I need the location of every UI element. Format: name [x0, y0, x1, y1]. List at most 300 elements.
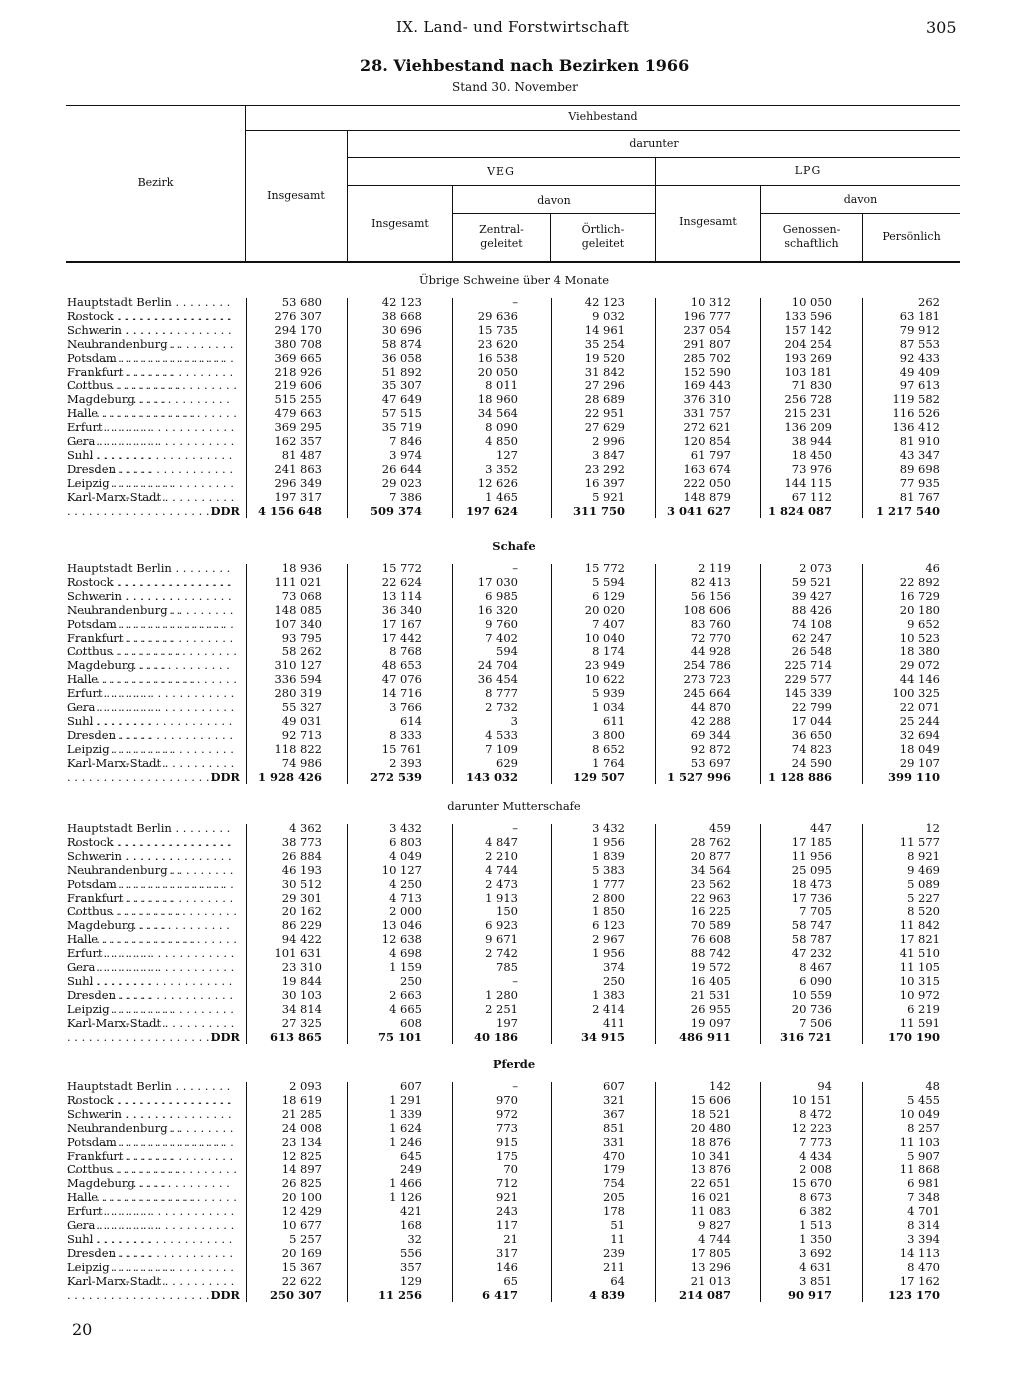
table-cell: 12 626: [477, 475, 518, 490]
table-cell: 1 383: [592, 987, 625, 1002]
table-cell: 18 473: [791, 876, 832, 891]
table-cell: 64: [610, 1273, 625, 1288]
row-label: Neubrandenburg . . .: [67, 1122, 237, 1150]
table-cell: 83 760: [690, 616, 731, 631]
table-cell: 1 850: [592, 904, 625, 919]
table-cell: 22 651: [690, 1176, 731, 1191]
table-cell: 38 668: [381, 308, 422, 323]
table-cell: 243: [496, 1204, 518, 1219]
table-row: [0, 757, 1024, 771]
table-cell: 13 046: [381, 918, 422, 933]
table-cell: 8 652: [592, 741, 625, 756]
table-cell: 459: [709, 821, 731, 835]
table-cell: 67 112: [791, 489, 832, 504]
table-cell: 1 350: [799, 1231, 832, 1246]
table-cell: 17 167: [381, 616, 422, 631]
table-cell: 17 442: [381, 630, 422, 645]
table-cell: 6 923: [485, 918, 518, 933]
table-cell: 1 956: [592, 946, 625, 961]
table-cell: 294 170: [274, 322, 322, 337]
table-cell: 47 649: [381, 392, 422, 407]
total-cell: 143 032: [465, 769, 518, 784]
table-cell: 9 652: [907, 616, 940, 631]
table-cell: 8 777: [485, 686, 518, 701]
table-cell: 237 054: [683, 322, 731, 337]
table-row: [0, 1080, 1024, 1094]
row-label: Leipzig . . .: [67, 1003, 237, 1031]
table-cell: 421: [400, 1204, 422, 1219]
table-cell: 41 510: [899, 946, 940, 961]
table-cell: 11 577: [899, 834, 940, 849]
col-lpg: LPG: [794, 164, 822, 177]
table-row: [0, 687, 1024, 701]
row-label: Neubrandenburg . . .: [67, 604, 237, 632]
table-cell: 23 620: [477, 336, 518, 351]
table-cell: 5 921: [592, 489, 625, 504]
header-rule: [761, 213, 960, 214]
table-cell: 8 467: [799, 960, 832, 974]
table-cell: 70: [503, 1162, 518, 1177]
table-cell: 15 772: [381, 561, 422, 575]
table-cell: 93 795: [281, 630, 322, 645]
table-cell: 20 480: [690, 1120, 731, 1135]
row-label: Neubrandenburg . . .: [67, 864, 237, 892]
col-veg-insgesamt: Insgesamt: [371, 217, 429, 230]
total-cell: 509 374: [369, 503, 422, 518]
table-cell: –: [512, 1079, 518, 1093]
table-row: [0, 604, 1024, 618]
total-cell: 1 128 886: [767, 769, 832, 784]
table-cell: 82 413: [690, 574, 731, 589]
table-cell: 53 697: [690, 755, 731, 770]
table-cell: 9 032: [592, 308, 625, 323]
row-label: Potsdam . . .: [67, 352, 237, 380]
table-cell: 12 223: [791, 1120, 832, 1135]
table-cell: 35 307: [381, 378, 422, 393]
table-cell: 3 766: [389, 700, 422, 714]
table-cell: 11 842: [899, 918, 940, 933]
row-label: Schwerin . . .: [67, 324, 237, 352]
table-cell: 34 564: [690, 862, 731, 877]
table-row: [0, 352, 1024, 366]
row-label: Karl-Marx-Stadt . . .: [67, 1017, 237, 1045]
table-cell: –: [512, 973, 518, 988]
table-row: [0, 1275, 1024, 1289]
table-cell: 10 972: [899, 987, 940, 1002]
total-cell: 4 156 648: [257, 503, 322, 518]
table-cell: 92 872: [690, 741, 731, 756]
table-cell: 21 285: [281, 1106, 322, 1121]
table-cell: 479 663: [274, 406, 322, 421]
table-cell: 19 572: [690, 960, 731, 974]
table-row: [0, 435, 1024, 449]
table-cell: 4 665: [389, 1001, 422, 1016]
table-cell: 10 677: [281, 1218, 322, 1232]
table-cell: 197 317: [274, 489, 322, 504]
table-cell: 92 713: [281, 727, 322, 742]
table-cell: –: [512, 295, 518, 309]
page-marker: 20: [72, 1320, 93, 1339]
table-cell: 10 050: [791, 295, 832, 309]
table-cell: 629: [496, 755, 518, 770]
total-row: [0, 1031, 1024, 1045]
row-label: Magdeburg . . .: [67, 919, 237, 947]
table-cell: 851: [603, 1120, 625, 1135]
table-cell: 34 814: [281, 1001, 322, 1016]
table-cell: 22 071: [899, 700, 940, 714]
table-cell: 43 347: [899, 447, 940, 462]
table-cell: 36 058: [381, 350, 422, 365]
row-label: Leipzig . . .: [67, 1261, 237, 1289]
table-row: [0, 961, 1024, 975]
table-row: [0, 947, 1024, 961]
table-cell: 44 870: [690, 700, 731, 714]
table-cell: 515 255: [274, 392, 322, 407]
table-cell: 62 247: [791, 630, 832, 645]
table-cell: 148 085: [274, 602, 322, 617]
table-cell: 272 621: [683, 420, 731, 435]
table-cell: 51: [610, 1218, 625, 1232]
table-cell: 29 301: [281, 890, 322, 905]
table-cell: 972: [496, 1106, 518, 1121]
table-cell: 4 631: [799, 1259, 832, 1274]
table-row: [0, 310, 1024, 324]
table-row: [0, 1191, 1024, 1205]
table-cell: 317: [496, 1245, 518, 1260]
table-cell: 10 151: [791, 1092, 832, 1107]
table-cell: 470: [603, 1148, 625, 1163]
table-cell: 30 512: [281, 876, 322, 891]
row-label: Karl-Marx-Stadt . . .: [67, 757, 237, 785]
table-cell: 17 030: [477, 574, 518, 589]
table-cell: 1 466: [389, 1176, 422, 1191]
table-cell: 7 386: [389, 489, 422, 504]
table-cell: 250: [400, 973, 422, 988]
table-cell: 92 433: [899, 350, 940, 365]
row-label: Schwerin . . .: [67, 590, 237, 618]
table-cell: 4 744: [698, 1231, 731, 1246]
table-cell: 15 367: [281, 1259, 322, 1274]
table-cell: 56 156: [690, 588, 731, 603]
table-cell: 8 921: [907, 848, 940, 863]
table-cell: 5 227: [907, 890, 940, 905]
table-cell: 15 761: [381, 741, 422, 756]
table-cell: 11: [610, 1231, 625, 1246]
total-cell: 40 186: [473, 1029, 518, 1044]
table-cell: 13 296: [690, 1259, 731, 1274]
table-cell: 4 698: [389, 946, 422, 961]
table-cell: 29 023: [381, 475, 422, 490]
table-cell: 47 076: [381, 672, 422, 687]
row-label: Potsdam . . .: [67, 878, 237, 906]
table-cell: 100 325: [892, 686, 940, 701]
table-cell: 116 526: [892, 406, 940, 421]
table-cell: 6 981: [907, 1176, 940, 1191]
total-row: [0, 771, 1024, 785]
table-cell: 21: [503, 1231, 518, 1246]
total-cell: 250 307: [269, 1287, 322, 1302]
section-title: Pferde: [492, 1057, 536, 1071]
row-label: Erfurt . . .: [67, 421, 237, 449]
row-label: Dresden . . .: [67, 463, 237, 491]
table-cell: 87 553: [899, 336, 940, 351]
table-row: [0, 562, 1024, 576]
row-label: Magdeburg . . .: [67, 1177, 237, 1205]
table-cell: 69 344: [690, 727, 731, 742]
table-cell: 2 473: [485, 876, 518, 891]
table-cell: 18 619: [281, 1092, 322, 1107]
table-cell: 127: [496, 447, 518, 462]
table-cell: 556: [400, 1245, 422, 1260]
total-cell: 170 190: [887, 1029, 940, 1044]
table-cell: 117: [496, 1218, 518, 1232]
table-cell: 6 123: [592, 918, 625, 933]
table-row: [0, 673, 1024, 687]
table-row: [0, 632, 1024, 646]
col-viehbestand: Viehbestand: [568, 110, 638, 123]
table-cell: 357: [400, 1259, 422, 1274]
table-cell: 4 701: [907, 1204, 940, 1219]
table-cell: 2 000: [389, 904, 422, 919]
row-label: Gera . . .: [67, 1219, 237, 1247]
table-row: [0, 850, 1024, 864]
table-cell: 6 382: [799, 1204, 832, 1219]
table-cell: 6 803: [389, 834, 422, 849]
table-cell: 29 636: [477, 308, 518, 323]
table-cell: 1 777: [592, 876, 625, 891]
table-cell: 785: [496, 960, 518, 974]
table-cell: 94 422: [281, 932, 322, 947]
table-cell: 211: [603, 1259, 625, 1274]
table-cell: 81 767: [899, 489, 940, 504]
table-row: [0, 1003, 1024, 1017]
table-cell: 107 340: [274, 616, 322, 631]
table-cell: 13 114: [381, 588, 422, 603]
table-cell: 24 704: [477, 658, 518, 673]
table-cell: 11 105: [899, 960, 940, 974]
total-row: [0, 505, 1024, 519]
table-cell: 1 465: [485, 489, 518, 504]
table-cell: 14 897: [281, 1162, 322, 1177]
table-cell: 23 949: [584, 658, 625, 673]
total-cell: 272 539: [369, 769, 422, 784]
table-cell: 10 315: [899, 973, 940, 988]
table-cell: 65: [503, 1273, 518, 1288]
table-cell: 7 407: [592, 616, 625, 631]
table-row: [0, 1219, 1024, 1233]
table-cell: 11 956: [791, 848, 832, 863]
total-label: DDR: [210, 1288, 240, 1302]
table-cell: 229 577: [784, 672, 832, 687]
table-row: [0, 1247, 1024, 1261]
table-cell: 6 129: [592, 588, 625, 603]
table-cell: 8 673: [799, 1190, 832, 1205]
table-cell: 152 590: [683, 364, 731, 379]
table-row: [0, 836, 1024, 850]
row-label: Cottbus . . .: [67, 379, 237, 407]
table-row: [0, 463, 1024, 477]
table-cell: 58 787: [791, 932, 832, 947]
table-cell: 17 044: [791, 713, 832, 728]
table-cell: 218 926: [274, 364, 322, 379]
table-cell: 204 254: [784, 336, 832, 351]
table-cell: 13 876: [690, 1162, 731, 1177]
table-cell: 21 531: [690, 987, 731, 1002]
table-cell: 1 159: [389, 960, 422, 974]
table-cell: 14 961: [584, 322, 625, 337]
table-cell: 367: [603, 1106, 625, 1121]
col-lpg-insgesamt: Insgesamt: [679, 215, 737, 228]
table-cell: 73 068: [281, 588, 322, 603]
table-cell: 129: [400, 1273, 422, 1288]
table-cell: 2 742: [485, 946, 518, 961]
table-cell: 1 913: [485, 890, 518, 905]
table-cell: 3: [510, 713, 518, 728]
table-cell: 12 825: [281, 1148, 322, 1163]
table-cell: 55 327: [281, 700, 322, 714]
table-row: [0, 933, 1024, 947]
row-label: Rostock . . .: [67, 836, 237, 864]
total-cell: 75 101: [377, 1029, 422, 1044]
table-cell: 15 735: [477, 322, 518, 337]
table-cell: 42 123: [381, 295, 422, 309]
table-row: [0, 1122, 1024, 1136]
table-cell: 8 011: [485, 378, 518, 393]
col-bezirk: Bezirk: [137, 176, 174, 189]
table-cell: 921: [496, 1190, 518, 1205]
table-cell: 79 912: [899, 322, 940, 337]
table-cell: 20 162: [281, 904, 322, 919]
table-cell: 376 310: [683, 392, 731, 407]
row-label: Gera . . .: [67, 435, 237, 463]
row-label: Magdeburg . . .: [67, 659, 237, 687]
table-cell: 219 606: [274, 378, 322, 393]
table-cell: 22 622: [281, 1273, 322, 1288]
table-cell: 59 521: [791, 574, 832, 589]
table-cell: 38 944: [791, 434, 832, 448]
header-rule: [453, 213, 655, 214]
table-cell: 2 967: [592, 932, 625, 947]
table-cell: 53 680: [281, 295, 322, 309]
total-cell: 1 928 426: [257, 769, 322, 784]
table-cell: 197: [496, 1015, 518, 1030]
table-cell: 42 123: [584, 295, 625, 309]
table-cell: 108 606: [683, 602, 731, 617]
table-cell: 4 049: [389, 848, 422, 863]
table-cell: 380 708: [274, 336, 322, 351]
table-row: [0, 905, 1024, 919]
table-cell: 19 844: [281, 973, 322, 988]
table-cell: 142: [709, 1079, 731, 1093]
table-cell: 6 219: [907, 1001, 940, 1016]
table-cell: 20 050: [477, 364, 518, 379]
table-cell: 94: [817, 1079, 832, 1093]
table-cell: 1 246: [389, 1134, 422, 1149]
table-cell: 2 414: [592, 1001, 625, 1016]
section-title: Schafe: [492, 539, 536, 553]
table-cell: 3 974: [389, 447, 422, 462]
table-cell: 47 232: [791, 946, 832, 961]
table-cell: 10 523: [899, 630, 940, 645]
table-cell: 273 723: [683, 672, 731, 687]
table-cell: 254 786: [683, 658, 731, 673]
table-cell: 1 839: [592, 848, 625, 863]
table-cell: 22 892: [899, 574, 940, 589]
row-label: Frankfurt . . .: [67, 366, 237, 394]
total-cell: 1 527 996: [666, 769, 731, 784]
total-cell: 197 624: [465, 503, 518, 518]
table-row: [0, 421, 1024, 435]
table-cell: 296 349: [274, 475, 322, 490]
table-cell: 20 877: [690, 848, 731, 863]
table-cell: 291 807: [683, 336, 731, 351]
table-cell: 196 777: [683, 308, 731, 323]
row-label: Erfurt . . .: [67, 947, 237, 975]
table-cell: 3 692: [799, 1245, 832, 1260]
table-cell: 8 257: [907, 1120, 940, 1135]
table-cell: 14 113: [899, 1245, 940, 1260]
total-cell: 214 087: [678, 1287, 731, 1302]
table-cell: 331 757: [683, 406, 731, 421]
table-row: [0, 919, 1024, 933]
table-cell: 17 185: [791, 834, 832, 849]
table-cell: 256 728: [784, 392, 832, 407]
table-cell: 163 674: [683, 461, 731, 476]
table-cell: 2 073: [799, 561, 832, 575]
table-cell: 10 040: [584, 630, 625, 645]
table-cell: 970: [496, 1092, 518, 1107]
table-cell: 15 670: [791, 1176, 832, 1191]
table-cell: 915: [496, 1134, 518, 1149]
total-cell: 4 839: [588, 1287, 625, 1302]
table-cell: 63 181: [899, 308, 940, 323]
table-cell: 30 103: [281, 987, 322, 1002]
table-cell: 20 736: [791, 1001, 832, 1016]
table-cell: 369 295: [274, 420, 322, 435]
total-cell: 6 417: [481, 1287, 518, 1302]
table-row: [0, 878, 1024, 892]
row-label: Magdeburg . . .: [67, 393, 237, 421]
table-cell: 18 960: [477, 392, 518, 407]
table-cell: 9 760: [485, 616, 518, 631]
row-label: Potsdam . . .: [67, 1136, 237, 1164]
row-label: Dresden . . .: [67, 729, 237, 757]
col-veg: VEG: [487, 165, 515, 178]
row-label: Karl-Marx-Stadt . . .: [67, 491, 237, 519]
table-cell: 8 090: [485, 420, 518, 435]
table-row: [0, 393, 1024, 407]
table-cell: 8 333: [389, 727, 422, 742]
table-cell: 336 594: [274, 672, 322, 687]
table-cell: 178: [603, 1204, 625, 1219]
table-cell: 16 021: [690, 1190, 731, 1205]
col-lpg-davon: davon: [843, 193, 878, 206]
section-heading: IX. Land- und Forstwirtschaft: [396, 18, 630, 36]
table-cell: 88 742: [690, 946, 731, 961]
table-cell: 34 564: [477, 406, 518, 421]
table-cell: 3 800: [592, 727, 625, 742]
table-cell: 280 319: [274, 686, 322, 701]
table-row: [0, 407, 1024, 421]
table-cell: 89 698: [899, 461, 940, 476]
table-cell: 17 736: [791, 890, 832, 905]
table-cell: 25 095: [791, 862, 832, 877]
total-cell: 3 041 627: [666, 503, 731, 518]
table-cell: 18 450: [791, 447, 832, 462]
table-cell: 1 280: [485, 987, 518, 1002]
table-cell: 58 874: [381, 336, 422, 351]
table-cell: 1 126: [389, 1190, 422, 1205]
